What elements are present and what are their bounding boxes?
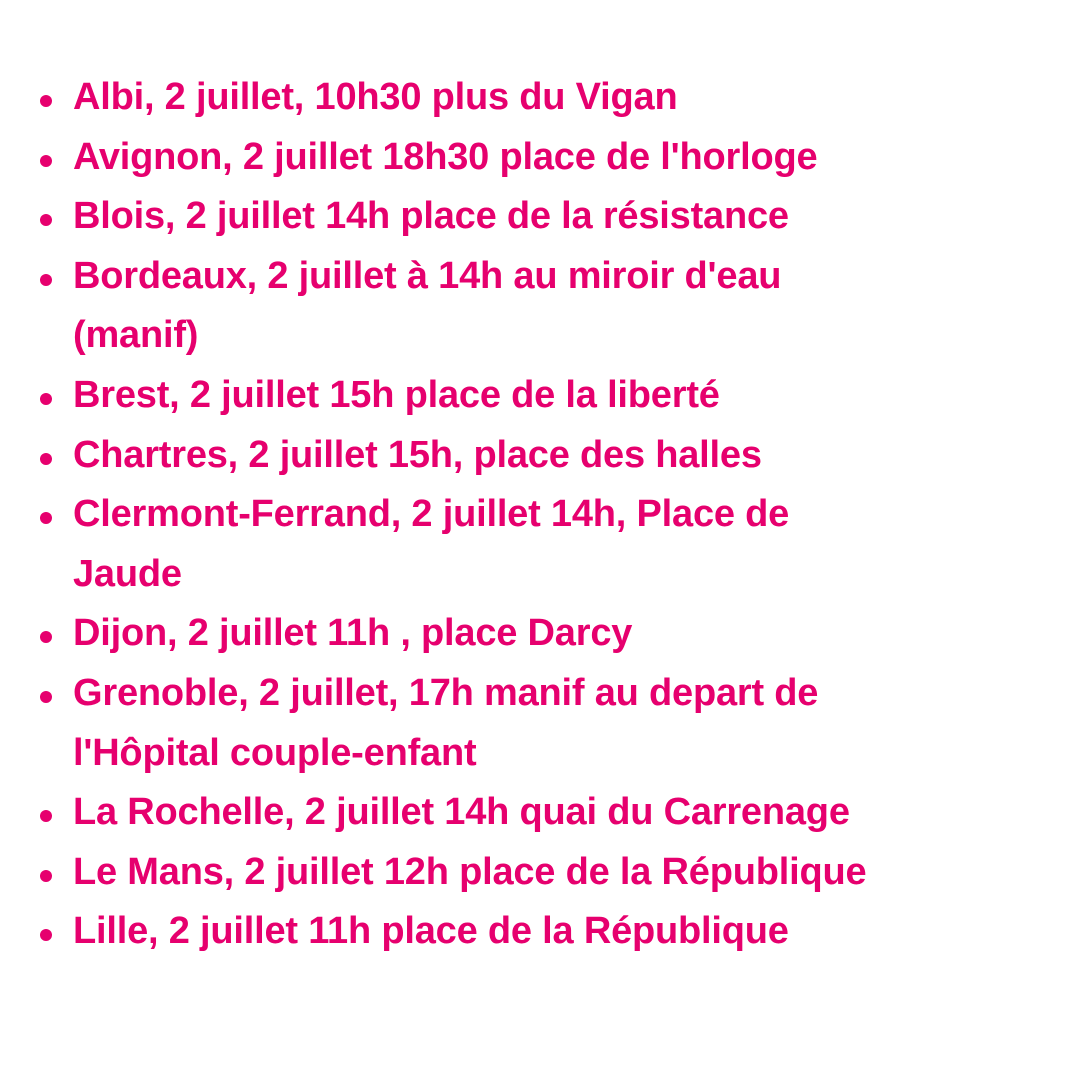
list-item-text: Le Mans, 2 juillet 12h place de la République: [73, 850, 867, 893]
list-item-text: La Rochelle, 2 juillet 14h quai du Carrenage: [73, 791, 850, 834]
list-item: [40, 426, 1055, 486]
bullet-icon: [40, 214, 52, 226]
bullet-icon: [40, 870, 52, 882]
list-item-text: Avignon, 2 juillet 18h30 place de l'horloge: [73, 135, 818, 178]
list-item: [40, 902, 1055, 962]
bullet-icon: [40, 691, 52, 703]
list-item-text: Grenoble, 2 juillet, 17h manif au depart de: [73, 671, 819, 714]
list-item-text: Lille, 2 juillet 11h place de la République: [73, 910, 789, 953]
list-item-text: Bordeaux, 2 juillet à 14h au miroir d'eau: [73, 254, 782, 297]
event-list: [40, 68, 1055, 962]
list-item: [40, 843, 1055, 903]
bullet-icon: [40, 631, 52, 643]
bullet-icon: [40, 155, 52, 167]
list-item-text: Albi, 2 juillet, 10h30 plus du Vigan: [73, 76, 678, 118]
list-item-text: Chartres, 2 juillet 15h, place des halles: [73, 433, 762, 476]
list-item: [40, 604, 1055, 664]
bullet-icon: [40, 810, 52, 822]
bullet-icon: [40, 512, 52, 524]
bullet-icon: [40, 393, 52, 405]
list-item: [40, 485, 1055, 604]
list-item-text: (manif): [73, 314, 199, 357]
list-item-text: Clermont-Ferrand, 2 juillet 14h, Place de: [73, 493, 790, 536]
list-item-text: l'Hôpital couple-enfant: [73, 731, 477, 774]
list-item: [40, 664, 1055, 783]
list-item: [40, 187, 1055, 247]
list-item-text: Blois, 2 juillet 14h place de la résistance: [73, 195, 789, 238]
list-item-text: Jaude: [73, 552, 182, 595]
list-item-text: Brest, 2 juillet 15h place de la liberté: [73, 373, 720, 416]
list-item: [40, 68, 1055, 128]
list-item: [40, 128, 1055, 188]
list-item: [40, 366, 1055, 426]
bullet-icon: [40, 274, 52, 286]
list-item: [40, 247, 1055, 366]
bullet-icon: [40, 453, 52, 465]
list-item: [40, 783, 1055, 843]
bullet-icon: [40, 929, 52, 941]
bullet-icon: [40, 95, 52, 107]
list-item-text: Dijon, 2 juillet 11h , place Darcy: [73, 612, 633, 655]
